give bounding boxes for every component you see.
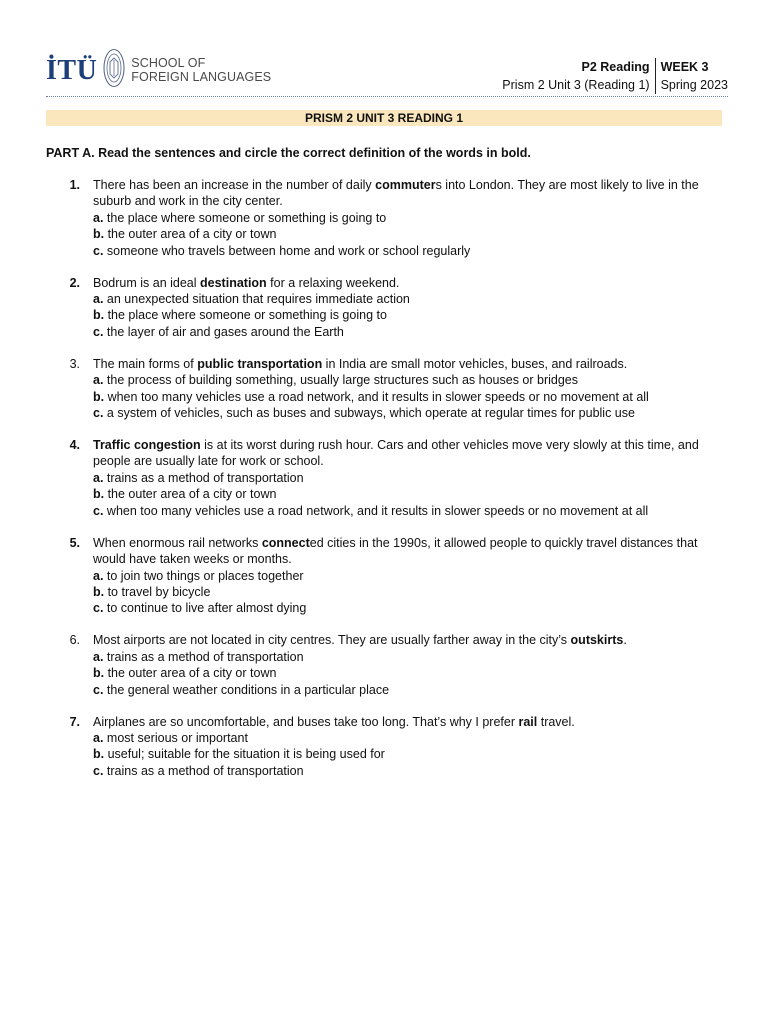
question-item	[46, 632, 722, 698]
option-letter: c.	[93, 601, 104, 616]
question-sentence	[93, 714, 722, 730]
option-text: the outer area of a city or town	[104, 227, 277, 242]
answer-option[interactable]	[93, 600, 722, 616]
target-word: destination	[200, 275, 267, 290]
sentence-text: There has been an increase in the number of daily	[93, 178, 376, 192]
option-text: the place where someone or something is going to	[104, 308, 387, 323]
answer-option[interactable]	[93, 584, 722, 600]
option-letter: c.	[93, 682, 104, 697]
option-letter: a.	[93, 568, 104, 583]
question-item	[46, 535, 722, 617]
term-label: Spring 2023	[660, 78, 728, 92]
option-text: trains as a method of transportation	[103, 763, 304, 778]
option-text: an unexpected situation that requires immediate action	[103, 292, 410, 307]
university-seal-icon	[103, 48, 125, 88]
sentence-text: s into London. They are most likely to live in the suburb and work in the city center.	[93, 178, 699, 209]
sentence-text: is at its worst during rush hour. Cars and other vehicles move very slowly at this time, and people are usually late for work or school.	[93, 438, 699, 469]
school-name-line1: SCHOOL OF	[131, 56, 206, 70]
option-letter: b.	[93, 308, 105, 323]
option-text: a system of vehicles, such as buses and subways, which operate at regular times for public use	[103, 406, 635, 421]
option-text: useful; suitable for the situation it is being used for	[104, 747, 385, 762]
answer-option[interactable]	[93, 746, 722, 762]
answer-option[interactable]	[93, 503, 722, 519]
option-letter: a.	[93, 373, 104, 388]
part-a-instruction: PART A. Read the sentences and circle the correct definition of the words in bold.	[46, 146, 531, 160]
school-name-line2: FOREIGN LANGUAGES	[131, 70, 272, 84]
option-text: when too many vehicles use a road network, and it results in slower speeds or no movement at all	[104, 389, 649, 404]
question-item	[46, 714, 722, 780]
option-letter: b.	[93, 666, 105, 681]
option-letter: a.	[93, 210, 104, 225]
option-text: trains as a method of transportation	[103, 649, 304, 664]
answer-option[interactable]	[93, 307, 722, 323]
question-sentence	[93, 177, 722, 210]
sentence-text: .	[623, 633, 627, 648]
sentence-text: in India are small motor vehicles, buses, and railroads.	[322, 356, 628, 371]
question-sentence	[93, 356, 722, 372]
sentence-text: Airplanes are so uncomfortable, and buses take too long. That’s why I prefer	[93, 714, 519, 729]
option-text: when too many vehicles use a road network, and it results in slower speeds or no movement at all	[103, 503, 649, 518]
question-number: 6.	[69, 633, 80, 648]
option-letter: a.	[93, 730, 104, 745]
sentence-text: Bodrum is an ideal	[93, 275, 201, 290]
unit-name: Prism 2 Unit 3 (Reading 1)	[502, 78, 650, 92]
target-word: outskirts	[570, 633, 624, 648]
option-letter: c.	[93, 243, 104, 258]
question-number: 3.	[69, 356, 80, 371]
option-text: most serious or important	[103, 730, 248, 745]
answer-option[interactable]	[93, 763, 722, 779]
option-text: to join two things or places together	[103, 568, 304, 583]
option-letter: b.	[93, 747, 105, 762]
question-number: 4.	[69, 438, 80, 453]
question-item	[46, 437, 722, 519]
option-letter: a.	[93, 292, 104, 307]
answer-option[interactable]	[93, 470, 722, 486]
option-letter: c.	[93, 763, 104, 778]
question-number: 7.	[69, 714, 80, 729]
option-text: the outer area of a city or town	[104, 487, 277, 502]
option-text: the process of building something, usually large structures such as houses or bridges	[103, 373, 578, 388]
target-word: public transportation	[197, 356, 323, 371]
option-letter: b.	[93, 584, 105, 599]
question-sentence	[93, 535, 722, 568]
option-letter: a.	[93, 470, 104, 485]
target-word: commuter	[375, 178, 436, 192]
question-item	[46, 356, 722, 422]
option-letter: c.	[93, 406, 104, 421]
target-word: connect	[261, 535, 310, 550]
question-sentence	[93, 275, 722, 291]
sentence-text: ed cities in the 1990s, it allowed people to quickly travel distances that would have taken weeks or months.	[93, 535, 698, 567]
option-text: the place where someone or something is going to	[103, 210, 387, 225]
option-letter: b.	[93, 389, 105, 404]
option-letter: a.	[93, 649, 104, 664]
option-text: to travel by bicycle	[104, 584, 211, 599]
answer-option[interactable]	[93, 730, 722, 746]
option-letter: c.	[93, 503, 104, 518]
target-word: rail	[518, 714, 538, 729]
school-logo	[46, 46, 271, 90]
option-text: to continue to live after almost dying	[103, 601, 307, 616]
course-name: P2 Reading	[581, 60, 650, 74]
answer-option[interactable]	[93, 389, 722, 405]
school-name	[131, 56, 271, 84]
sentence-text: for a relaxing weekend.	[266, 275, 400, 290]
sentence-text: Most airports are not located in city centres. They are usually farther away in the city’s	[93, 633, 571, 648]
question-number: 5.	[69, 535, 80, 550]
week-label: WEEK 3	[660, 60, 709, 74]
option-text: trains as a method of transportation	[103, 470, 304, 485]
answer-option[interactable]	[93, 210, 722, 226]
worksheet-title: PRISM 2 UNIT 3 READING 1	[46, 110, 722, 126]
question-sentence	[93, 632, 722, 648]
option-text: the general weather conditions in a particular place	[103, 682, 390, 697]
question-number: 1.	[69, 178, 80, 192]
sentence-text: The main forms of	[93, 356, 198, 371]
answer-option[interactable]	[93, 243, 722, 259]
question-number: 2.	[69, 275, 80, 290]
sentence-text: travel.	[537, 714, 575, 729]
question-sentence	[93, 437, 722, 470]
answer-option[interactable]	[93, 665, 722, 681]
answer-option[interactable]	[93, 291, 722, 307]
header-divider	[46, 96, 728, 97]
page-header	[46, 44, 728, 96]
option-letter: c.	[93, 324, 104, 339]
option-letter: b.	[93, 227, 105, 242]
answer-option[interactable]	[93, 372, 722, 388]
question-list	[46, 177, 722, 795]
course-info	[502, 58, 728, 94]
answer-option[interactable]	[93, 324, 722, 340]
option-text: the layer of air and gases around the Earth	[103, 324, 344, 339]
question-item	[46, 177, 722, 259]
sentence-text: When enormous rail networks	[93, 535, 262, 550]
target-word: Traffic congestion	[93, 438, 201, 453]
answer-option[interactable]	[93, 649, 722, 665]
option-letter: b.	[93, 487, 105, 502]
question-item	[46, 275, 722, 341]
answer-option[interactable]	[93, 405, 722, 421]
answer-option[interactable]	[93, 568, 722, 584]
option-text: someone who travels between home and work or school regularly	[103, 243, 471, 258]
option-text: the outer area of a city or town	[104, 666, 277, 681]
itu-logo-mark: İTÜ	[46, 55, 98, 86]
answer-option[interactable]	[93, 486, 722, 502]
answer-option[interactable]	[93, 682, 722, 698]
answer-option[interactable]	[93, 226, 722, 242]
